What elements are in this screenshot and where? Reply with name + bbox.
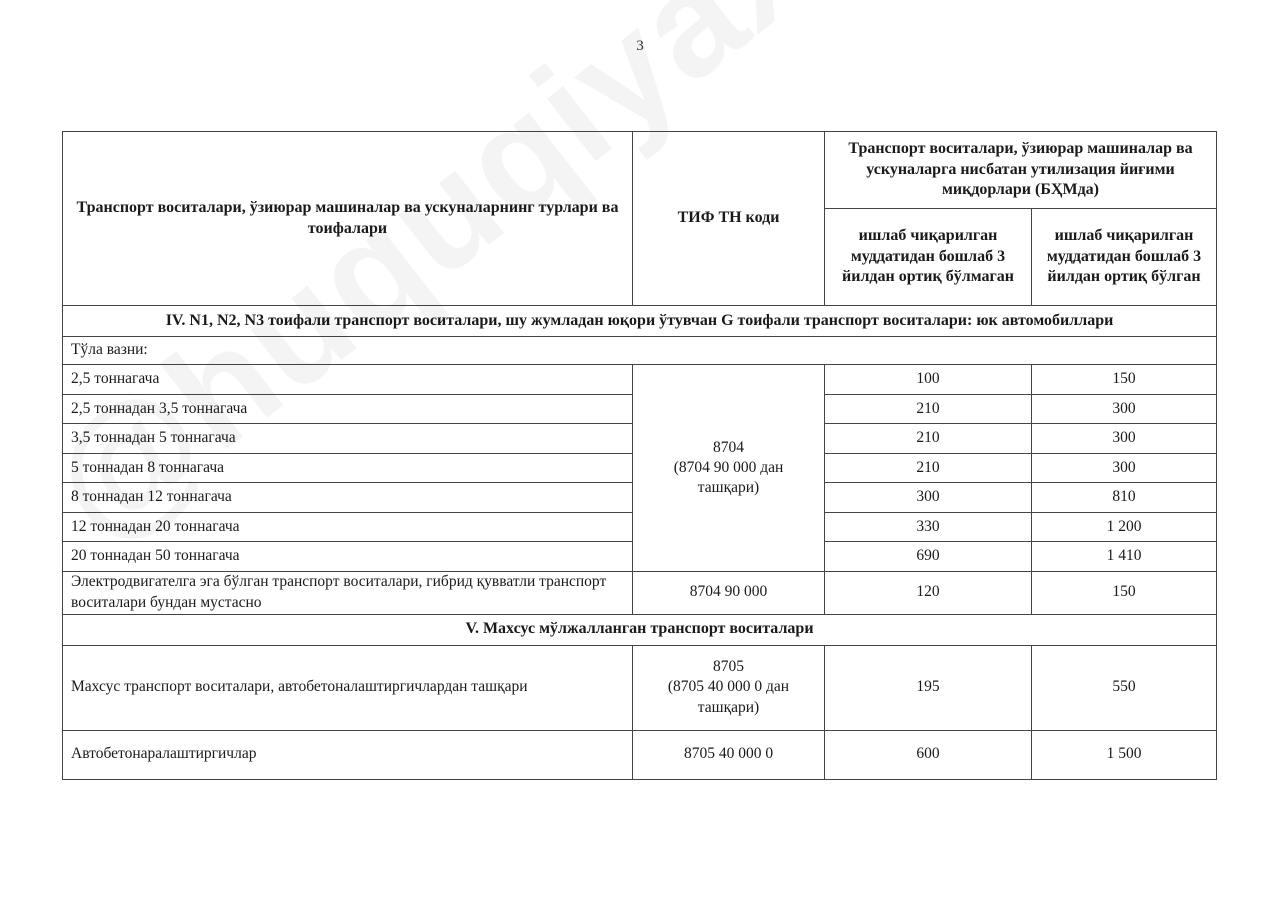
row-description: 20 тоннадан 50 тоннагача xyxy=(63,542,633,572)
value-over3: 150 xyxy=(1032,571,1217,614)
code-line: 8705 xyxy=(713,658,744,676)
value-over3: 550 xyxy=(1032,645,1217,730)
section-title: IV. N1, N2, N3 тоифали транспорт воситалари, шу жумладан юқори ўтувчан G тоифали транспорт воситалари: юк автомобиллари xyxy=(63,306,1217,337)
header-code: ТИФ ТН коди xyxy=(633,132,825,306)
row-code: 8704 90 000 xyxy=(633,571,825,614)
row-code xyxy=(633,730,825,779)
table-row xyxy=(63,645,1217,730)
table-row-electric xyxy=(63,571,1217,614)
row-description: Автобетонаралаштиргичлар xyxy=(63,730,633,779)
value-under3: 195 xyxy=(825,645,1032,730)
value-under3: 120 xyxy=(825,571,1032,614)
value-under3: 600 xyxy=(825,730,1032,779)
row-description: 3,5 тоннадан 5 тоннагача xyxy=(63,424,633,454)
value-over3: 150 xyxy=(1032,365,1217,395)
row-code xyxy=(633,645,825,730)
row-description: Электродвигателга эга бўлган транспорт воситалари, гибрид қувватли транспорт воситалари бундан мустасно xyxy=(63,571,633,614)
page-number: 3 xyxy=(636,38,644,54)
row-description: 2,5 тоннагача xyxy=(63,365,633,395)
header-amount-group: Транспорт воситалари, ўзиюрар машиналар ва ускуналарга нисбатан утилизация йиғими миқдорлари (БҲМда) xyxy=(825,132,1217,209)
header-amount-over3: ишлаб чиқарилган муддатидан бошлаб 3 йилдан ортиқ бўлган xyxy=(1032,209,1217,306)
value-over3: 1 410 xyxy=(1032,542,1217,572)
table-row xyxy=(63,365,1217,395)
row-description: 5 тоннадан 8 тоннагача xyxy=(63,453,633,483)
code-line: 8705 40 000 0 xyxy=(683,745,774,763)
value-over3: 300 xyxy=(1032,394,1217,424)
code-line: (8705 40 000 0 дан xyxy=(667,678,790,696)
row-description: 12 тоннадан 20 тоннагача xyxy=(63,512,633,542)
section-title: V. Махсус мўлжалланган транспорт воситалари xyxy=(63,614,1217,645)
group-code-line: (8704 90 000 дан xyxy=(673,458,784,476)
group-code-line: ташқари) xyxy=(697,478,760,496)
value-under3: 210 xyxy=(825,424,1032,454)
section-heading-row xyxy=(63,306,1217,337)
row-description: 8 тоннадан 12 тоннагача xyxy=(63,483,633,513)
value-under3: 210 xyxy=(825,394,1032,424)
value-over3: 1 500 xyxy=(1032,730,1217,779)
row-description: Махсус транспорт воситалари, автобетоналаштиргичлардан ташқари xyxy=(63,645,633,730)
row-description: 2,5 тоннадан 3,5 тоннагача xyxy=(63,394,633,424)
header-description: Транспорт воситалари, ўзиюрар машиналар ва ускуналарнинг турлари ва тоифалари xyxy=(63,132,633,306)
value-under3: 210 xyxy=(825,453,1032,483)
value-over3: 810 xyxy=(1032,483,1217,513)
section-heading-row xyxy=(63,614,1217,645)
value-over3: 1 200 xyxy=(1032,512,1217,542)
value-under3: 100 xyxy=(825,365,1032,395)
value-over3: 300 xyxy=(1032,453,1217,483)
utilization-fee-table xyxy=(62,131,1217,780)
header-amount-under3: ишлаб чиқарилган муддатидан бошлаб 3 йилдан ортиқ бўлмаган xyxy=(825,209,1032,306)
value-over3: 300 xyxy=(1032,424,1217,454)
subheading-row xyxy=(63,337,1217,365)
group-code-cell xyxy=(633,365,825,572)
value-under3: 690 xyxy=(825,542,1032,572)
value-under3: 330 xyxy=(825,512,1032,542)
value-under3: 300 xyxy=(825,483,1032,513)
group-code-line: 8704 xyxy=(713,438,744,456)
subheading: Тўла вазни: xyxy=(63,337,1217,365)
code-line: ташқари) xyxy=(697,698,760,716)
table-row xyxy=(63,730,1217,779)
